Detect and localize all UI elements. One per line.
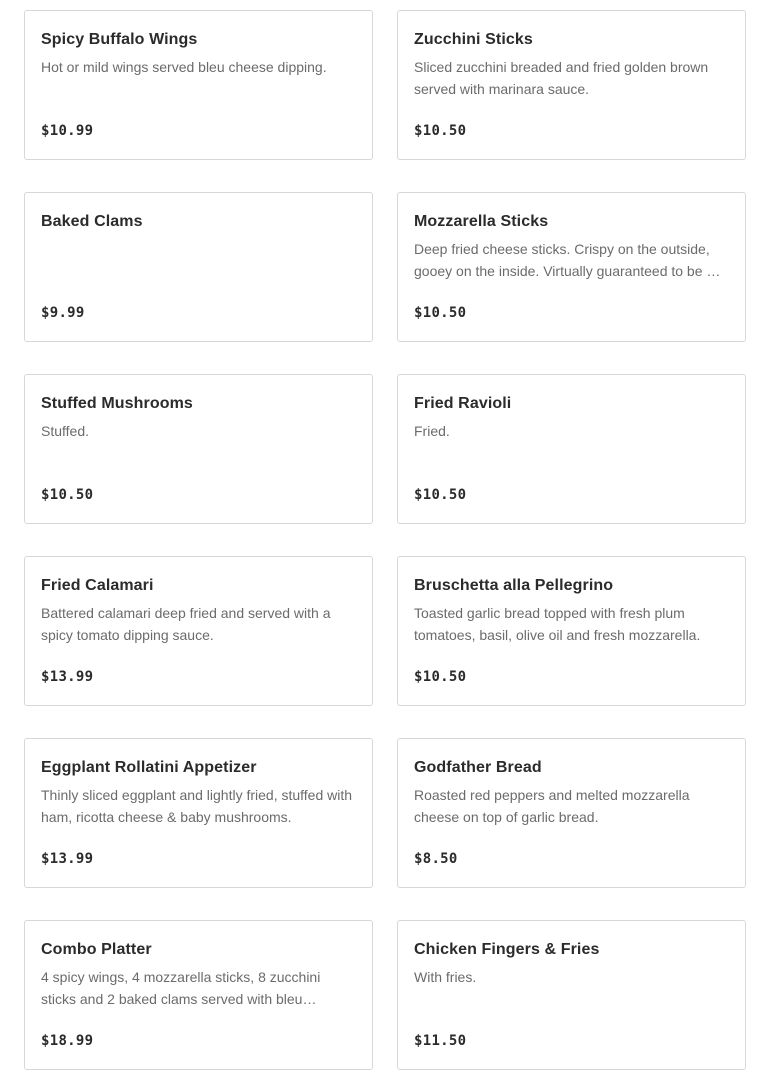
menu-item-price: $10.50 [414,669,467,685]
menu-item-description: With fries. [414,969,477,985]
menu-item-name: Mozzarella Sticks [414,213,549,230]
menu-item-price: $18.99 [41,1033,94,1049]
menu-item-name: Fried Calamari [41,577,154,594]
menu-item-name: Combo Platter [41,941,152,958]
menu-item-name: Stuffed Mushrooms [41,395,193,412]
menu-item-card[interactable] [24,556,373,706]
menu-item-card[interactable] [24,374,373,524]
menu-item-description: Sliced zucchini breaded and fried golden brown served with marinara sauce. [414,59,709,97]
menu-item-description: Deep fried cheese sticks. Crispy on the outside, gooey on the inside. Virtually guaranteed to be … [414,241,721,279]
menu-item-name: Baked Clams [41,213,143,230]
menu-item-price: $13.99 [41,851,94,867]
menu-item-description: 4 spicy wings, 4 mozzarella sticks, 8 zucchini sticks and 2 baked clams served with bleu… [41,969,321,1007]
menu-item-card[interactable] [397,374,746,524]
menu-item-price: $13.99 [41,669,94,685]
menu-item-name: Bruschetta alla Pellegrino [414,577,614,594]
menu-item-name: Fried Ravioli [414,395,512,412]
menu-item-name: Godfather Bread [414,759,542,776]
menu-item-price: $10.50 [41,487,94,503]
menu-item-card[interactable] [397,192,746,342]
menu-item-price: $8.50 [414,851,458,867]
menu-item-card[interactable] [397,556,746,706]
menu-item-description: Stuffed. [41,423,90,439]
menu-item-price: $10.50 [414,487,467,503]
menu-item-name: Chicken Fingers & Fries [414,941,600,958]
menu-item-card[interactable] [397,738,746,888]
menu-item-name: Zucchini Sticks [414,31,533,48]
menu-item-price: $10.50 [414,305,467,321]
menu-item-description: Battered calamari deep fried and served with a spicy tomato dipping sauce. [41,605,331,643]
menu-item-price: $10.99 [41,123,94,139]
menu-item-price: $9.99 [41,305,85,321]
menu-item-description: Roasted red peppers and melted mozzarella cheese on top of garlic bread. [414,787,690,825]
menu-item-price: $10.50 [414,123,467,139]
menu-item-price: $11.50 [414,1033,467,1049]
menu-item-card[interactable] [397,10,746,160]
menu-item-card[interactable] [24,738,373,888]
menu-item-description: Thinly sliced eggplant and lightly fried, stuffed with ham, ricotta cheese & baby mushrooms. [41,787,353,825]
menu-item-card[interactable] [24,10,373,160]
menu-item-card[interactable] [24,192,373,342]
menu-item-description: Toasted garlic bread topped with fresh plum tomatoes, basil, olive oil and fresh mozzarella. [414,605,701,643]
menu-item-description: Hot or mild wings served bleu cheese dipping. [41,59,327,75]
menu-item-name: Spicy Buffalo Wings [41,31,198,48]
menu-item-name: Eggplant Rollatini Appetizer [41,759,257,776]
menu-item-card[interactable] [397,920,746,1070]
menu-item-grid [24,10,746,1070]
menu-item-card[interactable] [24,920,373,1070]
menu-item-description: Fried. [414,423,450,439]
